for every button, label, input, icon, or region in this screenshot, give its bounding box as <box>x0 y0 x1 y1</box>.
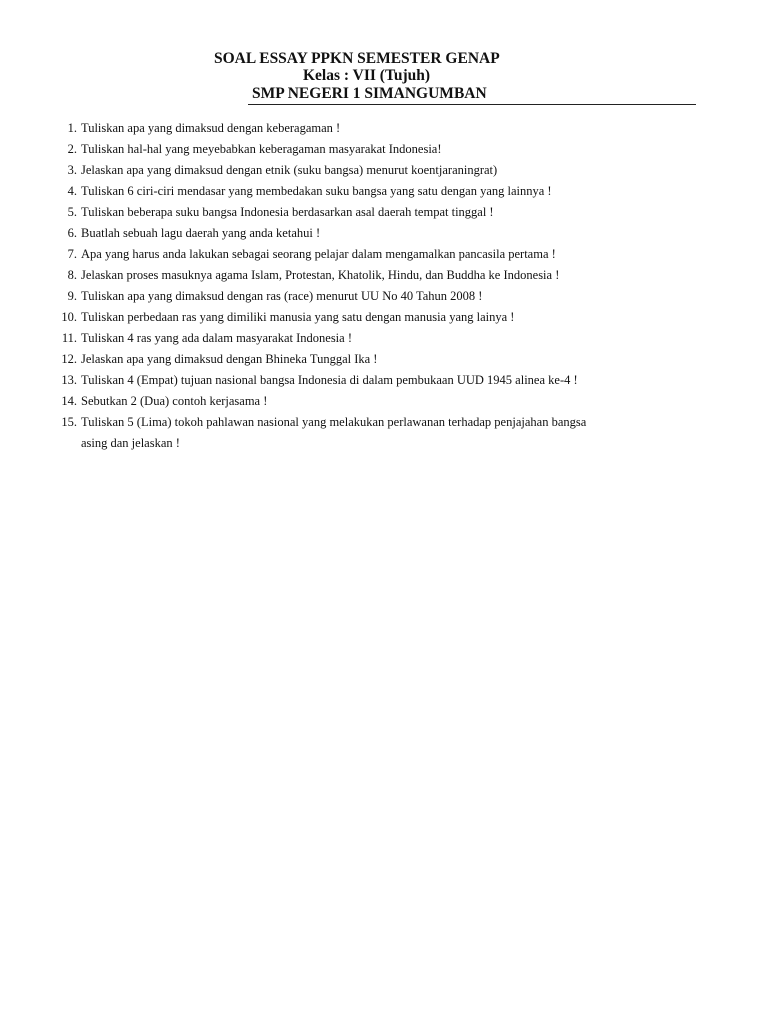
question-number: 3. <box>67 163 77 177</box>
header-divider <box>248 104 696 105</box>
question-text: Jelaskan proses masuknya agama Islam, Protestan, Khatolik, Hindu, dan Buddha ke Indonesia ! <box>81 268 560 282</box>
question-text: Buatlah sebuah lagu daerah yang anda ketahui ! <box>81 226 321 240</box>
question-number: 11. <box>61 331 77 345</box>
class-line: Kelas : VII (Tujuh) <box>303 67 431 84</box>
question-number: 14. <box>61 394 77 408</box>
question-number: 5. <box>67 205 77 219</box>
question-text: Jelaskan apa yang dimaksud dengan Bhineka Tunggal Ika ! <box>81 352 378 366</box>
school-name: SMP NEGERI 1 SIMANGUMBAN <box>252 85 487 102</box>
question-text: Tuliskan 4 (Empat) tujuan nasional bangsa Indonesia di dalam pembukaan UUD 1945 alinea ke-4 ! <box>81 373 578 387</box>
question-text: Tuliskan 4 ras yang ada dalam masyarakat Indonesia ! <box>81 331 352 345</box>
question-number: 10. <box>61 310 77 324</box>
question-number: 1. <box>67 121 77 135</box>
question-text: Tuliskan perbedaan ras yang dimiliki manusia yang satu dengan manusia yang lainya ! <box>81 310 515 324</box>
question-number: 15. <box>61 415 77 429</box>
question-number: 9. <box>67 289 77 303</box>
question-text: Sebutkan 2 (Dua) contoh kerjasama ! <box>81 394 268 408</box>
question-number: 13. <box>61 373 77 387</box>
question-number: 6. <box>67 226 77 240</box>
question-number: 7. <box>67 247 77 261</box>
question-number: 8. <box>67 268 77 282</box>
exam-title: SOAL ESSAY PPKN SEMESTER GENAP <box>214 50 500 67</box>
question-text: Tuliskan hal-hal yang meyebabkan keberagaman masyarakat Indonesia! <box>81 142 442 156</box>
question-number: 12. <box>61 352 77 366</box>
question-text: Tuliskan apa yang dimaksud dengan ras (race) menurut UU No 40 Tahun 2008 ! <box>81 289 483 303</box>
question-number: 4. <box>67 184 77 198</box>
question-text: Apa yang harus anda lakukan sebagai seorang pelajar dalam mengamalkan pancasila pertama ! <box>81 247 556 261</box>
question-text: Tuliskan 6 ciri-ciri mendasar yang membedakan suku bangsa yang satu dengan yang lainnya ! <box>81 184 552 198</box>
question-text: Tuliskan 5 (Lima) tokoh pahlawan nasional yang melakukan perlawanan terhadap penjajahan bangsa <box>81 415 587 429</box>
question-number: 2. <box>67 142 77 156</box>
question-text: Tuliskan beberapa suku bangsa Indonesia berdasarkan asal daerah tempat tinggal ! <box>81 205 494 219</box>
question-text: Tuliskan apa yang dimaksud dengan keberagaman ! <box>81 121 341 135</box>
question-text-continuation: asing dan jelaskan ! <box>81 436 180 450</box>
question-text: Jelaskan apa yang dimaksud dengan etnik (suku bangsa) menurut koentjaraningrat) <box>81 163 498 177</box>
